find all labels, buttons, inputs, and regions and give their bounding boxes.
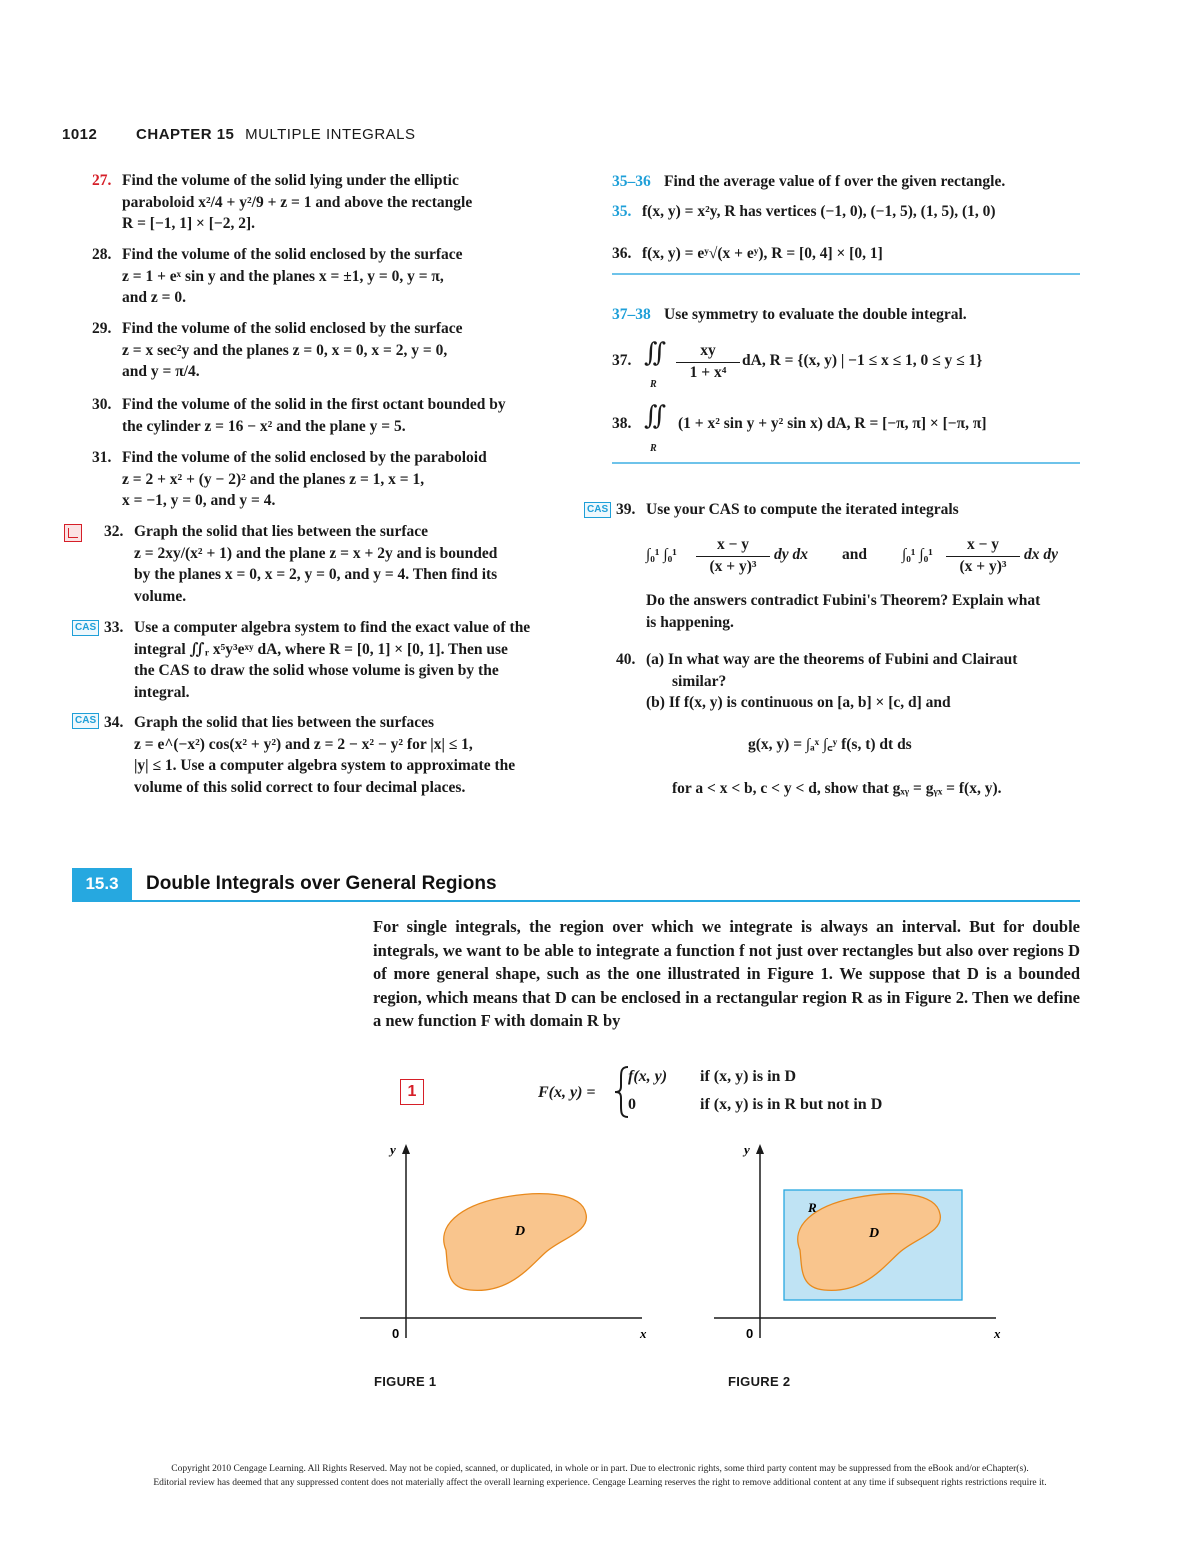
exercise-text: by the planes x = 0, x = 2, y = 0, and y = 4. Then find its (134, 566, 498, 583)
exercise-text: Find the volume of the solid enclosed by the surface (122, 246, 463, 263)
exercise-40 (616, 649, 1082, 714)
exercise-36 (612, 243, 1082, 265)
exercise-text: f(x, y) = eʸ√(x + eʸ), R = [0, 4] × [0, 1] (642, 245, 883, 262)
fraction-numerator: x − y (696, 534, 770, 557)
exercise-text: Use your CAS to compute the iterated integrals (646, 501, 959, 518)
cas-icon: CAS (584, 502, 611, 518)
section-rule (72, 900, 1080, 902)
case-2-condition: if (x, y) is in R but not in D (700, 1096, 883, 1113)
exercise-text: (1 + x² sin y + y² sin x) dA, R = [−π, π] × [−π, π] (678, 415, 987, 432)
section-title: Double Integrals over General Regions (146, 873, 497, 894)
exercise-32 (104, 521, 572, 607)
cas-icon: CAS (72, 620, 99, 636)
exercise-text: z = 2 + x² + (y − 2)² and the planes z = 1, x = 1, (122, 470, 425, 488)
exercise-number: 40. (616, 651, 636, 668)
iterated-integral-1: ∫₀¹ ∫₀¹ (646, 546, 677, 563)
exercise-37 (612, 338, 1082, 396)
y-axis-arrow (402, 1144, 410, 1154)
exercise-31 (92, 447, 572, 512)
page-header (62, 126, 416, 143)
section-number-badge: 15.3 (72, 868, 132, 900)
exercise-text: f(x, y) = x²y, R has vertices (−1, 0), (−1, 5), (1, 5), (1, 0) (642, 203, 996, 220)
exercise-part-a: similar? (672, 672, 727, 690)
exercise-group-37-38 (612, 304, 1082, 326)
exercise-text: volume of this solid correct to four decimal places. (134, 778, 466, 796)
y-axis-arrow (756, 1144, 764, 1154)
exercise-text: volume. (134, 587, 187, 605)
exercise-number: 33. (104, 619, 124, 636)
exercise-text: paraboloid x²/4 + y²/9 + z = 1 and above the rectangle (122, 193, 473, 211)
exercise-number: 27. (92, 172, 112, 189)
exercise-text: Graph the solid that lies between the surface (134, 523, 429, 540)
exercise-number: 32. (104, 523, 124, 540)
and-label: and (842, 546, 867, 563)
figure-1-caption: FIGURE 1 (374, 1374, 437, 1389)
copyright-footer (0, 1462, 1200, 1490)
integral-region: R (650, 443, 657, 454)
exercise-38 (612, 401, 1082, 454)
exercise-40-condition: for a < x < b, c < y < d, show that gₓᵧ = gᵧₓ = f(x, y). (672, 780, 1002, 797)
fraction-denominator: (x + y)³ (959, 558, 1007, 575)
exercise-30 (92, 394, 572, 437)
exercise-text: R = [−1, 1] × [−2, 2]. (122, 215, 256, 232)
figure-2 (714, 1140, 1014, 1340)
page-number: 1012 (62, 126, 98, 143)
case-1-value: f(x, y) (628, 1068, 668, 1085)
exercise-text: integral ∬ᵣ x⁵y³eˣʸ dA, where R = [0, 1] × [0, 1]. Then use (134, 640, 508, 658)
divider (612, 462, 1080, 464)
exercise-text: and z = 0. (122, 289, 186, 306)
exercise-39-question (646, 590, 1082, 633)
section-label: MULTIPLE INTEGRALS (245, 126, 416, 143)
x-axis-label: x (994, 1326, 1001, 1340)
origin-label: 0 (392, 1326, 400, 1340)
copyright-line-1: Copyright 2010 Cengage Learning. All Rights Reserved. May not be copied, scanned, or duplicated, in whole or in part. Due to electronic rights, some third party content may be suppressed from the eBook and/or eChapter(s). (171, 1464, 1029, 1474)
exercise-text: and y = π/4. (122, 363, 200, 380)
y-axis-label: y (744, 1142, 750, 1157)
exercise-29 (92, 318, 572, 383)
double-integral-sign: ∬ (644, 401, 667, 430)
exercise-number: 29. (92, 320, 112, 337)
equation-number: 1 (400, 1079, 424, 1105)
graphing-calculator-icon (64, 524, 82, 542)
exercise-33 (104, 617, 572, 703)
integral-region: R (650, 379, 657, 390)
divider (612, 273, 1080, 275)
exercise-text: is happening. (646, 613, 734, 631)
exercise-39 (616, 499, 1082, 521)
exercise-number: 35. (612, 203, 632, 220)
exercise-instructions: Use symmetry to evaluate the double integral. (664, 306, 967, 323)
exercise-number: 36. (612, 245, 632, 262)
exercise-text: x = −1, y = 0, and y = 4. (122, 492, 276, 509)
cas-icon: CAS (72, 713, 99, 729)
fraction-numerator: xy (676, 340, 740, 363)
exercise-text: z = x sec²y and the planes z = 0, x = 0, x = 2, y = 0, (122, 341, 448, 359)
exercise-number: 34. (104, 714, 124, 731)
differentials: dx dy (1024, 546, 1059, 563)
exercise-28 (92, 244, 572, 309)
exercise-text: integral. (134, 683, 190, 701)
exercise-text: z = 2xy/(x² + 1) and the plane z = x + 2y and is bounded (134, 544, 498, 562)
exercise-number: 38. (612, 415, 632, 432)
exercise-number: 30. (92, 396, 112, 413)
region-d (444, 1194, 587, 1291)
exercise-group-35-36 (612, 171, 1082, 193)
exercise-text: z = 1 + eˣ sin y and the planes x = ±1, y = 0, y = π, (122, 267, 444, 285)
exercise-instructions: Find the average value of f over the given rectangle. (664, 173, 1006, 190)
region-label: D (515, 1224, 526, 1239)
exercise-40-equation: g(x, y) = ∫ₐˣ ∫꜀ʸ f(s, t) dt ds (748, 736, 912, 753)
exercise-text: Do the answers contradict Fubini's Theorem? Explain what (646, 592, 1041, 609)
exercise-number: 39. (616, 501, 636, 518)
intro-paragraph: For single integrals, the region over which we integrate is always an interval. But for double integrals, we want to be able to integrate a function f not just over rectangles but also over regions D of more general shape, such as the one illustrated in Figure 1. We suppose that D is a bounded region, which means that D can be enclosed in a rectangular region R as in Figure 2. Then we define a new function F with domain R by (373, 917, 1080, 1030)
iterated-integral-2: ∫₀¹ ∫₀¹ (902, 546, 933, 563)
x-axis-label: x (640, 1326, 647, 1340)
chapter-label: CHAPTER 15 (136, 126, 235, 143)
exercise-text: z = e^(−x²) cos(x² + y²) and z = 2 − x² − y² for |x| ≤ 1, (134, 735, 473, 753)
fraction-denominator: (x + y)³ (709, 558, 757, 575)
exercise-text: |y| ≤ 1. Use a computer algebra system to approximate the (134, 757, 516, 774)
fraction-denominator: 1 + x⁴ (689, 364, 727, 381)
exercise-text: Find the volume of the solid lying under the elliptic (122, 172, 459, 189)
region-label: D (869, 1226, 880, 1241)
exercise-text: Find the volume of the solid enclosed by the paraboloid (122, 449, 487, 466)
exercise-part-a: (a) In what way are the theorems of Fubini and Clairaut (646, 651, 1018, 668)
exercise-text: Use a computer algebra system to find the exact value of the (134, 619, 531, 636)
figure-1 (360, 1140, 660, 1340)
exercise-27 (92, 170, 572, 235)
exercise-part-b: (b) If f(x, y) is continuous on [a, b] × [c, d] and (646, 694, 951, 711)
figure-2-caption: FIGURE 2 (728, 1374, 791, 1389)
copyright-line-2: Editorial review has deemed that any suppressed content does not materially affect the overall learning experience. Cengage Learning reserves the right to remove additional content at any time if subsequent rights restrictions require it. (153, 1478, 1047, 1488)
exercise-35 (612, 201, 1082, 223)
exercise-number: 37. (612, 352, 632, 369)
exercise-range: 35–36 (612, 173, 651, 190)
exercise-text: dA, R = {(x, y) | −1 ≤ x ≤ 1, 0 ≤ y ≤ 1} (742, 352, 983, 369)
case-2-value: 0 (628, 1096, 636, 1113)
exercise-range: 37–38 (612, 306, 651, 323)
case-1-condition: if (x, y) is in D (700, 1068, 796, 1085)
fraction-numerator: x − y (946, 534, 1020, 557)
y-axis-label: y (390, 1142, 396, 1157)
equation-lhs: F(x, y) = (538, 1084, 596, 1101)
exercise-text: Find the volume of the solid in the first octant bounded by (122, 396, 506, 413)
exercise-number: 28. (92, 246, 112, 263)
exercise-text: Graph the solid that lies between the surfaces (134, 714, 435, 731)
rectangle-label: R (808, 1200, 817, 1215)
origin-label: 0 (746, 1326, 754, 1340)
exercise-34 (104, 712, 572, 798)
exercise-text: the cylinder z = 16 − x² and the plane y = 5. (122, 417, 406, 435)
exercise-text: the CAS to draw the solid whose volume is given by the (134, 662, 499, 679)
exercise-number: 31. (92, 449, 112, 466)
exercise-39-integrals (646, 536, 1082, 582)
exercise-text: Find the volume of the solid enclosed by the surface (122, 320, 463, 337)
double-integral-sign: ∬ (644, 338, 667, 367)
differentials: dy dx (774, 546, 809, 563)
